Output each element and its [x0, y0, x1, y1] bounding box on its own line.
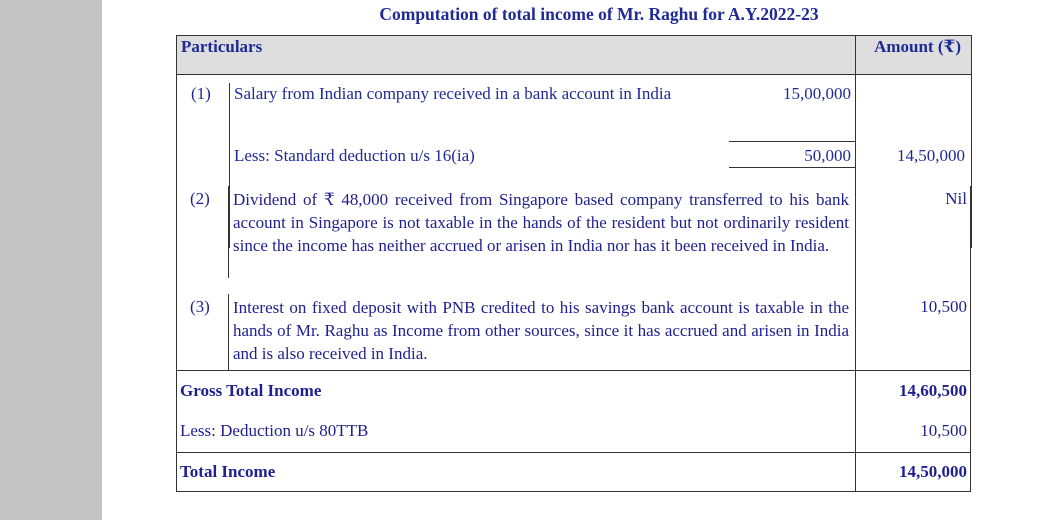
deduction-label: Less: Deduction u/s 80TTB: [180, 421, 369, 440]
table-right-border: [970, 186, 971, 370]
header-particulars: Particulars: [177, 36, 856, 75]
gross-total-amount: 14,60,500: [899, 381, 967, 400]
item-3-text: Interest on fixed deposit with PNB credited to his savings bank account is taxable in the hands of Mr. Raghu as Income from other sources, since it has accrued and arisen in India and is also received in India.: [233, 298, 849, 363]
total-rule-top: [176, 452, 971, 453]
item-3-number: (3): [190, 297, 210, 316]
table-mid-border: [855, 186, 856, 370]
table-row: [176, 294, 855, 370]
deduction-amount: 10,500: [920, 421, 967, 440]
table-right-border: [970, 370, 971, 492]
items-block: [176, 186, 971, 370]
table-header: [177, 36, 972, 75]
item-2-amount: Nil: [945, 189, 967, 208]
item-1-standard-deduction: 50,000: [804, 146, 851, 165]
item-1-amount: 14,50,000: [897, 146, 965, 165]
gross-rule: [176, 370, 971, 371]
left-gutter: [0, 0, 102, 520]
page-title: Computation of total income of Mr. Raghu for A.Y.2022-23: [379, 4, 819, 24]
item-1-gross-salary: 15,00,000: [783, 84, 851, 103]
header-amount: Amount (₹): [856, 36, 972, 75]
item-2-number: (2): [190, 189, 210, 208]
item-1-text: Salary from Indian company received in a bank account in India: [234, 84, 672, 103]
item-1-number: (1): [191, 84, 211, 103]
gross-total-label: Gross Total Income: [180, 381, 322, 400]
item-divider: [228, 294, 229, 370]
item-1-less-text: Less: Standard deduction u/s 16(ia): [234, 146, 475, 165]
total-income-amount: 14,50,000: [899, 462, 967, 481]
subtotal-rule-top: [729, 141, 855, 142]
subtotal-rule-bottom: [729, 167, 855, 168]
totals-block: [176, 370, 971, 492]
item-divider: [228, 186, 229, 278]
total-rule-bottom: [176, 491, 971, 492]
table-row: [176, 186, 855, 278]
item-3-amount: 10,500: [920, 297, 967, 316]
document-page: [102, 0, 1064, 520]
total-income-label: Total Income: [180, 462, 276, 481]
item-2-text: Dividend of ₹ 48,000 received from Singapore based company transferred to his bank account in Singapore is not taxable in the hands of the resident but not ordinarily resident since the income has neither accrued or arisen in India nor has it been received in India.: [233, 190, 849, 255]
table-left-border: [176, 370, 177, 492]
